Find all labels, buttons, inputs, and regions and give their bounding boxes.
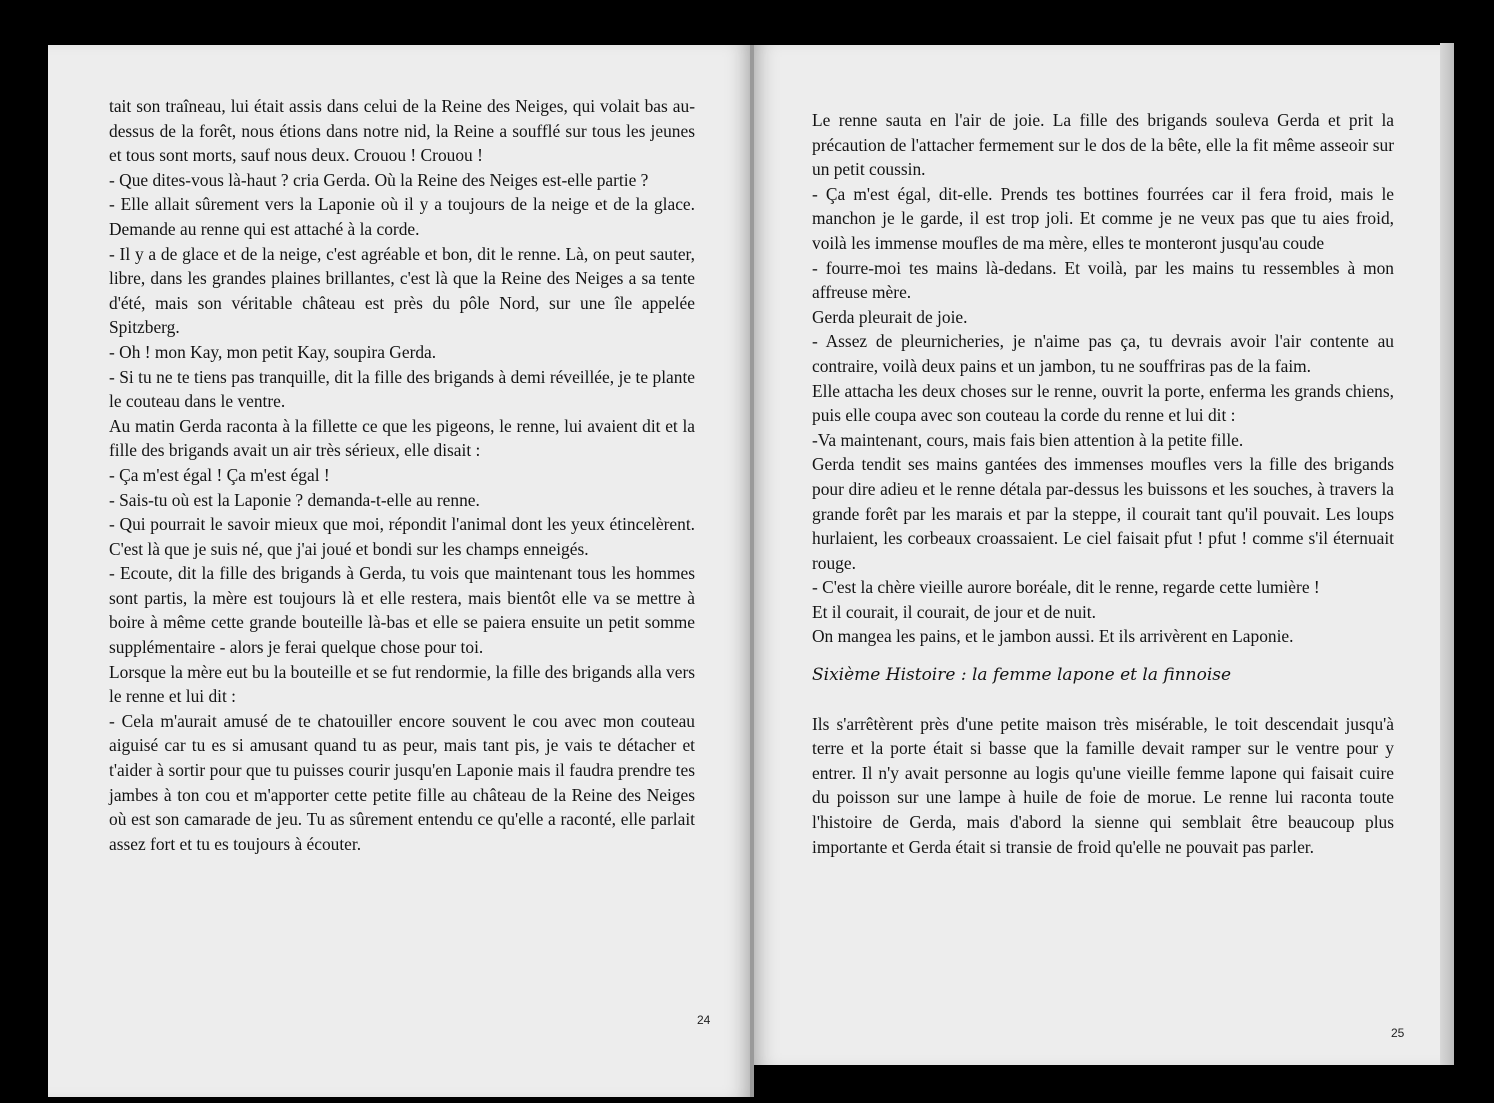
paragraph: Ils s'arrêtèrent près d'une petite maison très misérable, le toit descendait jusqu'à terre et la porte était si basse que la famille devait ramper sur le ventre pour y entrer. Il n'y avait personne au logis qu'une vieille femme lapone qui faisait cuire du poisson sur une lampe à huile de foie de morue. Le renne lui raconta toute l'histoire de Gerda, mais d'abord la sienne qui semblait être beaucoup plus importante et Gerda était si transie de froid qu'elle ne pouvait pas parler. xyxy=(812,713,1394,857)
paragraph: - Ça m'est égal ! Ça m'est égal ! xyxy=(109,464,330,485)
right-page-text xyxy=(812,108,1394,859)
paragraph: - Cela m'aurait amusé de te chatouiller encore souvent le cou avec mon couteau aiguisé car tu es si amusant quand tu as peur, mais tant pis, je vais te détacher et t'aider à sortir pour que tu puisses courir jusqu'en Laponie mais il faudra prendre tes jambes à ton cou et m'apporter cette petite fille au château de la Reine des Neiges où est son camarade de jeu. Tu as sûrement entendu ce qu'elle a raconté, elle parlait assez fort et tu es toujours à écouter. xyxy=(109,710,695,854)
paragraph: Elle attacha les deux choses sur le renne, ouvrit la porte, enferma les grands chiens, puis elle coupa avec son couteau la corde du renne et lui dit : xyxy=(812,380,1394,426)
paragraph: -Va maintenant, cours, mais fais bien attention à la petite fille. xyxy=(812,429,1244,450)
paragraph: - Que dites-vous là-haut ? cria Gerda. Où la Reine des Neiges est-elle partie ? xyxy=(109,169,649,190)
paragraph: On mangea les pains, et le jambon aussi. Et ils arrivèrent en Laponie. xyxy=(812,626,1294,647)
paragraph: - fourre-moi tes mains là-dedans. Et voilà, par les mains tu ressembles à mon affreuse mère. xyxy=(812,257,1394,303)
paragraph: Au matin Gerda raconta à la fillette ce que les pigeons, le renne, lui avaient dit et la fille des brigands avait un air très sérieux, elle disait : xyxy=(109,415,695,461)
paragraph: Gerda pleurait de joie. xyxy=(812,306,968,327)
page-edge xyxy=(1440,43,1454,1065)
paragraph: - Assez de pleurnicheries, je n'aime pas ça, tu devrais avoir l'air contente au contraire, voilà deux pains et un jambon, tu ne souffriras pas de la faim. xyxy=(812,331,1394,376)
paragraph: - Il y a de glace et de la neige, c'est agréable et bon, dit le renne. Là, on peut sauter, libre, dans les grandes plaines brillantes, c'est là que la Reine des Neiges a sa tente d'été, mais son véritable château est près du pôle Nord, sur une île appelée Spitzberg. xyxy=(109,243,695,338)
chapter-heading: Sixième Histoire : la femme lapone et la finnoise xyxy=(812,665,1232,686)
paragraph: - Si tu ne te tiens pas tranquille, dit la fille des brigands à demi réveillée, je te plante le couteau dans le ventre. xyxy=(109,366,695,412)
paragraph: Et il courait, il courait, de jour et de nuit. xyxy=(812,601,1096,622)
paragraph: - Ecoute, dit la fille des brigands à Gerda, tu vois que maintenant tous les hommes sont partis, la mère est toujours là et elle restera, mais bientôt elle va se mettre à boire à même cette grande bouteille là-bas et elle se paiera ensuite un petit somme supplémentaire - alors je ferai quelque chose pour toi. xyxy=(109,563,695,658)
paragraph: - C'est la chère vieille aurore boréale, dit le renne, regarde cette lumière ! xyxy=(812,577,1320,598)
paragraph: - Ça m'est égal, dit-elle. Prends tes bottines fourrées car il fera froid, mais le manchon je le garde, il est trop joli. Et comme je ne veux pas que tu aies froid, voilà les immense moufles de ma mère, elles te monteront jusqu'au coude xyxy=(812,183,1394,253)
page-number-right: 25 xyxy=(1391,1026,1405,1040)
paragraph: Le renne sauta en l'air de joie. La fille des brigands souleva Gerda et prit la précaution de l'attacher fermement sur le dos de la bête, elle la fit même asseoir sur un petit coussin. xyxy=(812,110,1394,180)
paragraph: - Qui pourrait le savoir mieux que moi, répondit l'animal dont les yeux étincelèrent. C'est là que je suis né, que j'ai joué et bondi sur les champs enneigés. xyxy=(109,514,695,559)
paragraph: - Oh ! mon Kay, mon petit Kay, soupira Gerda. xyxy=(109,341,437,362)
paragraph: - Elle allait sûrement vers la Laponie où il y a toujours de la neige et de la glace. Demande au renne qui est attaché à la corde. xyxy=(109,194,695,239)
book-gutter xyxy=(750,45,754,1097)
paragraph: Lorsque la mère eut bu la bouteille et se fut rendormie, la fille des brigands alla vers le renne et lui dit : xyxy=(109,661,695,707)
paragraph: - Sais-tu où est la Laponie ? demanda-t-elle au renne. xyxy=(109,489,480,510)
page-number-left: 24 xyxy=(697,1013,711,1027)
paragraph: Gerda tendit ses mains gantées des immenses moufles vers la fille des brigands pour dire adieu et le renne détala par-dessus les buissons et les souches, à travers la grande forêt par les marais et par la steppe, il courait tant qu'il pouvait. Les loups hurlaient, les corbeaux croassaient. Le ciel faisait pfut ! pfut ! comme s'il éternuait rouge. xyxy=(812,454,1394,573)
paragraph: tait son traîneau, lui était assis dans celui de la Reine des Neiges, qui volait bas au-dessus de la forêt, nous étions dans notre nid, la Reine a soufflé sur tous les jeunes et tous sont morts, sauf nous deux. Crouou ! Crouou ! xyxy=(109,96,695,166)
left-page-text xyxy=(109,94,695,856)
